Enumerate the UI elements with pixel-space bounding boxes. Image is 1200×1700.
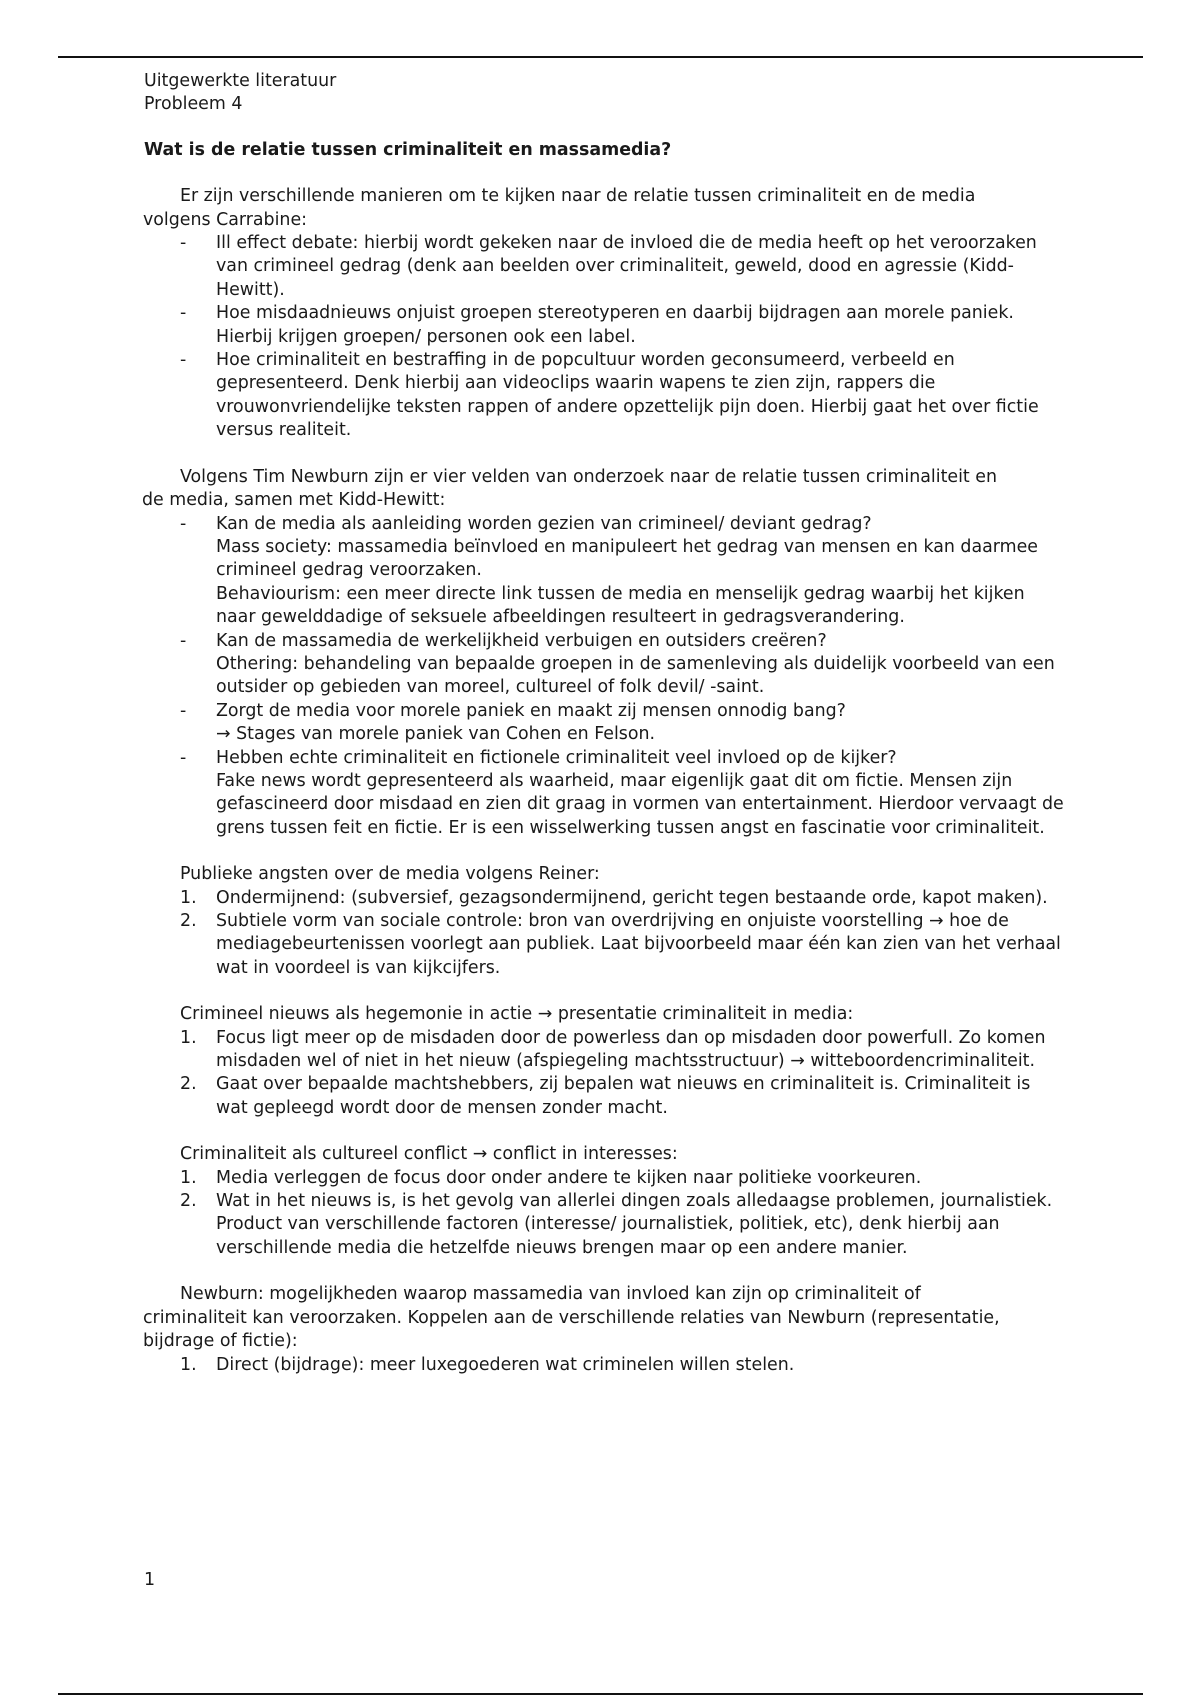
list-item [144, 1190, 1064, 1260]
bottom-rule [58, 1693, 1143, 1695]
list-item-text: Hoe criminaliteit en bestraffing in de popcultuur worden geconsumeerd, verbeeld en gepresenteerd. Denk hierbij aan videoclips waarin wapens te zien zijn, rappers die vrouwonvriendelijke teksten rappen of andere opzettelijk pijn doen. Hierbij gaat het over fictie versus realiteit. [216, 350, 1039, 441]
document-page [144, 70, 1064, 1377]
page-number: 1 [144, 1570, 156, 1590]
s2-list [144, 513, 1064, 841]
s3-list [144, 887, 1064, 981]
list-number: 2. [180, 911, 197, 931]
list-item-line: Mass society: massamedia beïnvloed en manipuleert het gedrag van mensen en kan daarmee crimineel gedrag veroorzaken. [216, 536, 1038, 581]
list-number: 1. [180, 1354, 197, 1375]
s4-intro: Crimineel nieuws als hegemonie in actie → presentatie criminaliteit in media: [180, 1004, 854, 1025]
s6-first-line: Newburn: mogelijkheden waarop massamedia van invloed kan zijn op criminaliteit of [180, 1284, 921, 1305]
list-item [144, 1073, 1064, 1120]
header-line-1: Uitgewerkte literatuur [144, 71, 337, 91]
s4-list [144, 1027, 1064, 1121]
list-item [144, 349, 1064, 443]
s1-intro: Er zijn verschillende manieren om te kijken naar de relatie tussen criminaliteit en de media [180, 186, 976, 207]
s5-list [144, 1167, 1064, 1261]
list-item-line: Othering: behandeling van bepaalde groepen in de samenleving als duidelijk voorbeeld van een outsider op gebieden van moreel, cultureel of folk devil/ -saint. [216, 653, 1055, 698]
header-line-2: Probleem 4 [144, 94, 243, 115]
bullet-dash: - [180, 303, 187, 324]
list-item-line: Kan de media als aanleiding worden gezien van crimineel/ deviant gedrag? [216, 513, 872, 534]
s2-continuation: de media, samen met Kidd-Hewitt: [142, 490, 446, 511]
s5-intro: Criminaliteit als cultureel conflict → conflict in interesses: [180, 1144, 678, 1165]
list-item-line: Zorgt de media voor morele paniek en maakt zij mensen onnodig bang? [216, 700, 846, 721]
list-item-text: Hoe misdaadnieuws onjuist groepen stereotyperen en daarbij bijdragen aan morele paniek. Hierbij krijgen groepen/ personen ook een label. [216, 303, 1014, 347]
list-number: 1. [180, 887, 197, 908]
s1-list [144, 232, 1064, 443]
list-item [144, 700, 1064, 747]
list-number: 2. [180, 1074, 197, 1095]
list-item-text: Media verleggen de focus door onder andere te kijken naar politieke voorkeuren. [216, 1167, 922, 1188]
list-number: 2. [180, 1191, 197, 1212]
list-item-text: Ondermijnend: (subversief, gezagsondermijnend, gericht tegen bestaande orde, kapot maken). [216, 887, 1048, 908]
list-item [144, 1167, 1064, 1190]
list-item-text: Direct (bijdrage): meer luxegoederen wat criminelen willen stelen. [216, 1354, 795, 1375]
s6-list [144, 1354, 1064, 1377]
list-item [144, 910, 1064, 980]
s3-intro: Publieke angsten over de media volgens Reiner: [180, 864, 600, 885]
list-item [144, 1027, 1064, 1074]
list-number: 1. [180, 1167, 197, 1188]
page-title: Wat is de relatie tussen criminaliteit en massamedia? [144, 139, 672, 160]
s6-continuation: criminaliteit kan veroorzaken. Koppelen aan de verschillende relaties van Newburn (representatie, bijdrage of fictie): [143, 1307, 1000, 1352]
bullet-dash: - [180, 747, 187, 768]
list-item-line: Behaviourism: een meer directe link tussen de media en menselijk gedrag waarbij het kijken naar gewelddadige of seksuele afbeeldingen resulteert in gedragsverandering. [216, 583, 1025, 628]
list-item-line: → Stages van morele paniek van Cohen en Felson. [216, 724, 656, 745]
list-item-text: Subtiele vorm van sociale controle: bron van overdrijving en onjuiste voorstelling → hoe de mediagebeurtenissen voorlegt aan publiek. Laat bijvoorbeeld maar één kan zien van het verhaal wat in voordeel is van kijkcijfers. [216, 911, 1061, 978]
list-item-text: Ill effect debate: hierbij wordt gekeken naar de invloed die de media heeft op het veroorzaken van crimineel gedrag (denk aan beelden over criminaliteit, geweld, dood en agressie (Kidd-Hewitt). [216, 233, 1037, 300]
list-item-text: Wat in het nieuws is, is het gevolg van allerlei dingen zoals alledaagse problemen, journalistiek. Product van verschillende factoren (interesse/ journalistiek, politiek, etc), denk hierbij aan verschillende media die hetzelfde nieuws brengen maar op een andere manier. [216, 1191, 1053, 1258]
s2-intro: Volgens Tim Newburn zijn er vier velden van onderzoek naar de relatie tussen criminaliteit en [180, 466, 997, 487]
list-item [144, 513, 1064, 630]
s1-continuation: volgens Carrabine: [143, 209, 308, 230]
list-item [144, 232, 1064, 302]
list-item [144, 887, 1064, 910]
list-item [144, 747, 1064, 841]
bullet-dash: - [180, 700, 187, 721]
bullet-dash: - [180, 513, 187, 534]
top-rule [58, 56, 1143, 58]
bullet-dash: - [180, 233, 187, 254]
bullet-dash: - [180, 630, 187, 651]
list-item-text: Gaat over bepaalde machtshebbers, zij bepalen wat nieuws en criminaliteit is. Criminaliteit is wat gepleegd wordt door de mensen zonder macht. [216, 1074, 1031, 1118]
list-item [144, 630, 1064, 700]
list-item-line: Fake news wordt gepresenteerd als waarheid, maar eigenlijk gaat dit om fictie. Mensen zijn gefascineerd door misdaad en zien dit graag in vormen van entertainment. Hierdoor vervaagt de grens tussen feit en fictie. Er is een wisselwerking tussen angst en fascinatie voor criminaliteit. [216, 770, 1064, 838]
list-item [144, 1354, 1064, 1377]
list-item [144, 302, 1064, 349]
list-number: 1. [180, 1027, 197, 1048]
list-item-line: Hebben echte criminaliteit en fictionele criminaliteit veel invloed op de kijker? [216, 747, 897, 768]
bullet-dash: - [180, 350, 187, 371]
list-item-line: Kan de massamedia de werkelijkheid verbuigen en outsiders creëren? [216, 630, 827, 651]
list-item-text: Focus ligt meer op de misdaden door de powerless dan op misdaden door powerfull. Zo komen misdaden wel of niet in het nieuw (afspiegeling machtsstructuur) → witteboordencriminaliteit. [216, 1027, 1046, 1072]
